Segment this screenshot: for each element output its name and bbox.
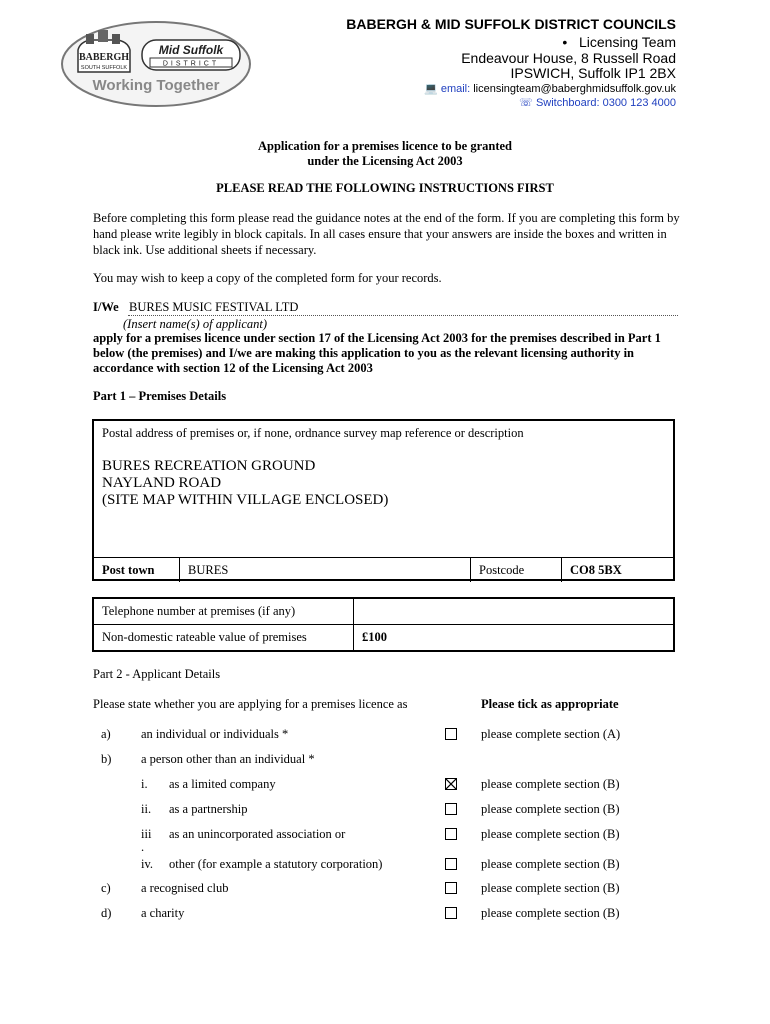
option-numeral: ii. [141,802,152,816]
logo-midsuffolk-text: Mid Suffolk [158,43,224,57]
option-unincorporated: as an unincorporated association or [169,827,346,841]
telephone-row [94,599,673,625]
council-logo [60,20,252,108]
town-address: IPSWICH, Suffolk IP1 2BX [510,65,676,81]
rateable-field[interactable]: £100 [362,630,387,644]
telephone-label: Telephone number at premises (if any) [94,599,354,624]
option-charity: a charity [141,906,185,920]
copy-note: You may wish to keep a copy of the completed form for your records. [93,271,442,285]
rateable-label: Non-domestic rateable value of premises [94,625,354,650]
option-individual: an individual or individuals * [141,727,289,741]
team-name: Licensing Team [578,34,676,50]
check-cross-icon [446,779,456,789]
switchboard-number: Switchboard: 0300 123 4000 [535,97,676,109]
section-note: please complete section (B) [481,827,620,841]
logo-district-text: DISTRICT [162,60,220,68]
council-name: BABERGH & MID SUFFOLK DISTRICT COUNCILS [346,16,676,32]
instructions-heading: PLEASE READ THE FOLLOWING INSTRUCTIONS FIRST [216,181,554,195]
applicant-name-field[interactable]: BURES MUSIC FESTIVAL LTD [128,300,678,316]
checkbox-charity[interactable] [445,907,457,919]
iwe-label: I/We [93,300,119,314]
bullet-icon: • [562,34,579,50]
option-numeral: iii [141,827,152,841]
part1-heading: Part 1 – Premises Details [93,389,227,403]
address-line[interactable]: (SITE MAP WITHIN VILLAGE ENCLOSED) [102,492,389,508]
form-title-line2: under the Licensing Act 2003 [307,154,463,168]
section-note: please complete section (B) [481,881,620,895]
post-town-field[interactable]: BURES [180,558,471,582]
option-letter: a) [101,727,111,741]
checkbox-unincorporated[interactable] [445,828,457,840]
post-town-label: Post town [94,558,180,582]
email-label: email: [440,83,471,95]
mid-suffolk-badge [142,40,240,70]
option-recognised-club: a recognised club [141,881,229,895]
checkbox-recognised-club[interactable] [445,882,457,894]
applicant-row [93,300,677,316]
postcode-field[interactable]: CO8 5BX [570,563,622,577]
part2-heading: Part 2 - Applicant Details [93,667,221,681]
option-numeral: iv. [141,857,154,871]
option-numeral-dot: . [141,840,145,854]
applicant-hint: (Insert name(s) of applicant) [123,317,268,331]
option-limited-company: as a limited company [169,777,276,791]
checkbox-individual[interactable] [445,728,457,740]
tick-heading: Please tick as appropriate [481,697,619,711]
option-numeral: i. [141,777,148,791]
option-letter: d) [101,906,112,920]
option-other: other (for example a statutory corporation) [169,857,383,871]
premises-address-box [92,419,675,581]
option-letter: c) [101,881,111,895]
option-partnership: as a partnership [169,802,248,816]
checkbox-other[interactable] [445,858,457,870]
postcode-label: Postcode [471,558,562,582]
option-non-individual: a person other than an individual * [141,752,315,766]
computer-icon: 💻 [424,83,438,95]
section-note: please complete section (B) [481,802,620,816]
premises-info-table [92,597,675,652]
section-note: please complete section (B) [481,777,620,791]
section-note: please complete section (B) [481,906,620,920]
section-note: please complete section (B) [481,857,620,871]
rateable-row [94,625,673,650]
section-note: please complete section (A) [481,727,621,741]
email-link[interactable]: licensingteam@baberghmidsuffolk.gov.uk [473,83,676,95]
checkbox-limited-company[interactable] [445,778,457,790]
telephone-icon: ☏ [519,97,533,109]
address-label: Postal address of premises or, if none, ordnance survey map reference or description [102,426,524,440]
post-row [94,557,673,582]
instructions-paragraph: Before completing this form please read the guidance notes at the end of the form. If you are completing this form by hand please write legibly in block capitals. In all cases ensure that your answers are inside the boxes and written in black ink. Use additional sheets if necessary. [93,211,680,257]
address-line[interactable]: NAYLAND ROAD [102,475,222,491]
street-address: Endeavour House, 8 Russell Road [461,50,676,66]
team-line [562,34,676,50]
address-line[interactable]: BURES RECREATION GROUND [102,458,316,474]
option-letter: b) [101,752,112,766]
phone-line [519,96,676,109]
logo-tagline: Working Together [92,77,220,94]
email-line [424,82,676,95]
form-title-line1: Application for a premises licence to be granted [257,139,513,153]
logo-babergh-text: BABERGH [78,52,130,63]
application-statement: apply for a premises licence under section 17 of the Licensing Act 2003 for the premises described in Part 1 below (the premises) and I/we are making this application to you as the relevant licensing authority in accordance with section 12 of the Licensing Act 2003 [93,331,661,375]
applicant-type-question: Please state whether you are applying for a premises licence as [93,697,408,711]
checkbox-partnership[interactable] [445,803,457,815]
logo-babergh-sub: SOUTH SUFFOLK [80,65,128,71]
